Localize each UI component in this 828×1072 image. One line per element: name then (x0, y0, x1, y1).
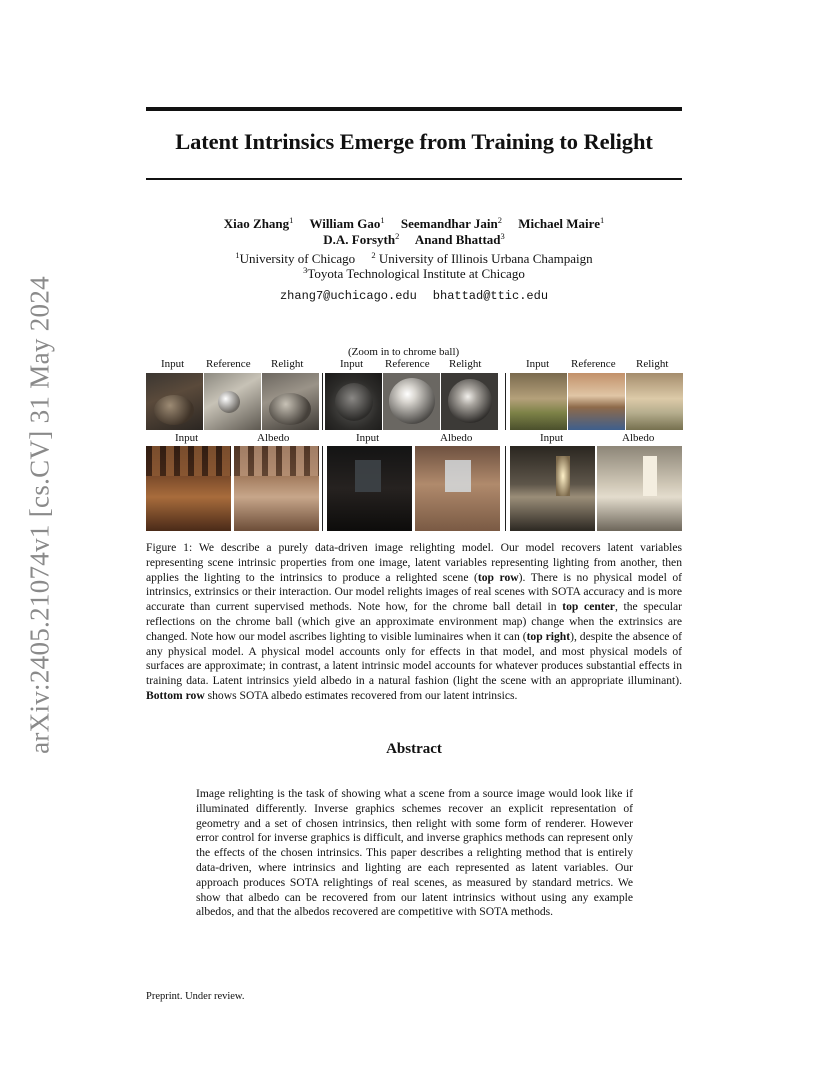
label-reference: Reference (571, 358, 616, 370)
abstract-text: Image relighting is the task of showing what a scene from a source image would look like if illuminated differently. Inverse graphics schemes recover an explicit representation of geometry and a set of chosen intrinsics, then relight with some form of renderer. However error control for inverse graphics is difficult, and inverse graphics methods can represent only the effects of the chosen intrinsics. This paper describes a relighting method that is entirely data-driven, where intrinsics and lighting are each represented as latent variables. Our approach produces SOTA relightings of real scenes, as measured by standard metrics. We show that albedo can be recovered from our latent intrinsics without using any example albedos, and that the albedos recovered are competitive with SOTA methods. (196, 787, 633, 919)
albedo-image-kitchen (415, 446, 500, 531)
email-link[interactable]: bhattad@ttic.edu (432, 289, 549, 303)
paper-title: Latent Intrinsics Emerge from Training to Relight (175, 129, 653, 154)
author: Anand Bhattad$^3$ (414, 231, 505, 247)
affiliations-line-2: $^3$Toyota Technological Institute at Chicago (303, 265, 525, 281)
input-image-room (510, 446, 595, 531)
relight-image-workshop (262, 373, 319, 430)
author: Michael Maire$^1$ (518, 215, 605, 231)
input-image-bedroom (510, 373, 567, 430)
label-reference: Reference (385, 358, 430, 370)
preprint-footer: Preprint. Under review. (146, 991, 245, 1002)
relight-image-bedroom (626, 373, 683, 430)
albedo-image-hall (234, 446, 319, 531)
figure-separator (322, 446, 323, 531)
label-relight: Relight (449, 358, 482, 370)
label-input: Input (161, 358, 185, 370)
authors-line-1 (146, 215, 682, 232)
label-albedo: Albedo (622, 432, 655, 444)
author: D.A. Forsyth$^2$ (323, 231, 400, 247)
author: William Gao$^1$ (309, 215, 385, 231)
figure-separator (322, 373, 323, 430)
input-image-chrome-ball (325, 373, 382, 430)
label-reference: Reference (206, 358, 251, 370)
label-input: Input (340, 358, 364, 370)
label-albedo: Albedo (257, 432, 290, 444)
figure-separator (505, 446, 506, 531)
label-albedo: Albedo (440, 432, 473, 444)
affiliations-line-1: $^1$University of Chicago $^2$ University of Illinois Urbana Champaign (235, 250, 593, 266)
email-link[interactable]: zhang7@uchicago.edu (279, 289, 417, 303)
label-input: Input (175, 432, 199, 444)
input-image-hall (146, 446, 231, 531)
label-relight: Relight (636, 358, 669, 370)
reference-image-workshop (204, 373, 261, 430)
input-image-workshop (146, 373, 203, 430)
author: Xiao Zhang$^1$ (223, 215, 294, 231)
arxiv-identifier-text: arXiv:2405.21074v1 [cs.CV] 31 May 2024 (24, 276, 55, 754)
reference-image-bedroom (568, 373, 625, 430)
arxiv-identifier (20, 275, 60, 755)
zoom-note: (Zoom in to chrome ball) (348, 346, 460, 358)
input-image-kitchen (327, 446, 412, 531)
label-input: Input (356, 432, 380, 444)
author-emails (146, 286, 682, 304)
label-relight: Relight (271, 358, 304, 370)
label-input: Input (540, 432, 564, 444)
albedo-image-room (597, 446, 682, 531)
title-top-rule (146, 107, 682, 111)
figure-1-caption: Figure 1: We describe a purely data-driven image relighting model. Our model recovers latent variables representing scene intrinsic properties from one image, latent variables representing lighting from another, then applies the lighting to the intrinsics to produce a relighted scene (top row). There is no physical model of intrinsics, extrinsics or their interaction. Our model relights images of real scenes with SOTA accuracy and is more accurate than current supervised methods. Note how, for the chrome ball detail in top center, the specular reflections on the chrome ball (which give an approximate environment map) change when the extrinsics are changed. Note how our model ascribes lighting to visible luminaires when it can (top right), despite the absence of any physical model. A physical model accounts only for effects in that model, and most physical models of surfaces are approximate; in contrast, a latent intrinsic model accounts for whatever produces substantial effects in training data. Latent intrinsics yield albedo in a natural fashion (light the scene with an appropriate illuminant). Bottom row shows SOTA albedo estimates recovered from our latent intrinsics. (146, 541, 683, 702)
authors-line-2 (146, 231, 682, 248)
title-bottom-rule (146, 178, 682, 180)
relight-image-chrome-ball (441, 373, 498, 430)
figure-separator (505, 373, 506, 430)
abstract-heading: Abstract (386, 741, 442, 757)
label-input: Input (526, 358, 550, 370)
reference-image-chrome-ball (383, 373, 440, 430)
author: Seemandhar Jain$^2$ (400, 215, 503, 231)
